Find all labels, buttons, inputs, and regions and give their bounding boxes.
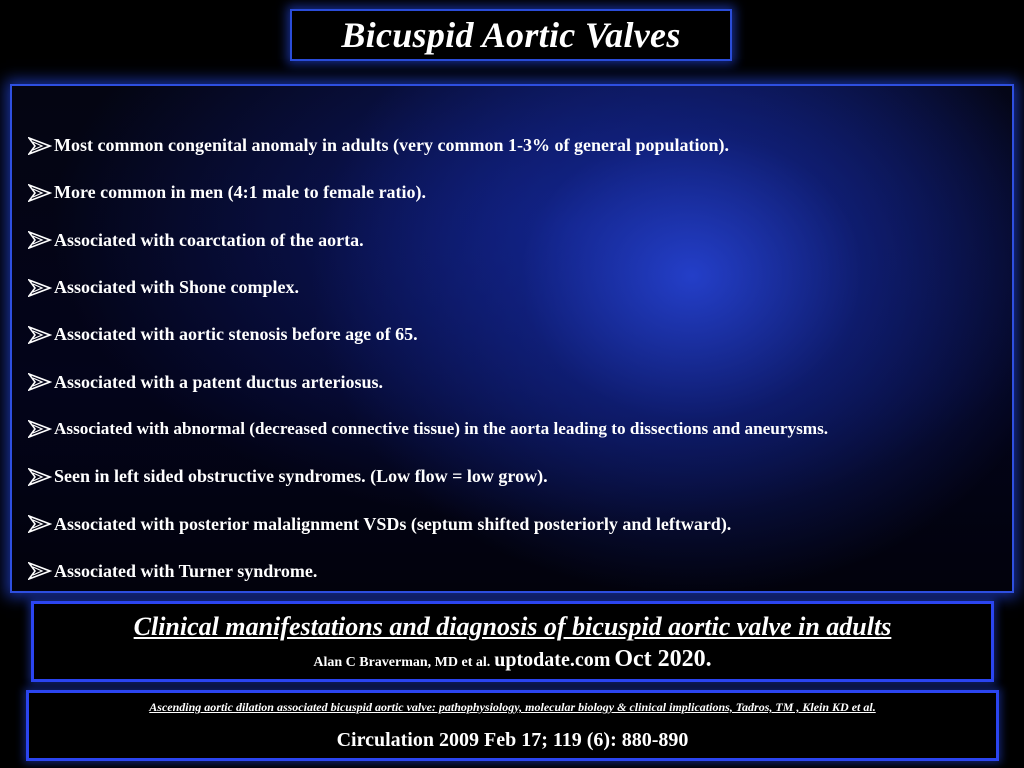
- arrow-bullet-icon: [28, 184, 52, 202]
- arrow-bullet-icon: [28, 326, 52, 344]
- bullet-text: Associated with aortic stenosis before age of 65.: [54, 324, 418, 345]
- list-item: [28, 169, 1012, 216]
- bullet-text: Associated with a patent ductus arteriosus.: [54, 371, 384, 392]
- list-item: [28, 217, 1012, 264]
- bullet-panel: [10, 84, 1014, 593]
- reference-article-title-secondary: Ascending aortic dilation associated bicuspid aortic valve: pathophysiology, molecular biology & clinical implications, Tadros, TM , Klein KD et al.: [149, 700, 876, 714]
- list-item: [28, 406, 1012, 453]
- reference-journal: Circulation 2009 Feb 17; 119 (6): 880-890: [336, 729, 689, 751]
- reference-date: Oct 2020.: [614, 646, 712, 672]
- list-item: [28, 358, 1012, 405]
- bullet-text: More common in men (4:1 male to female ratio).: [54, 182, 427, 203]
- reference-box-secondary: [26, 690, 999, 761]
- list-item: [28, 264, 1012, 311]
- bullet-text: Associated with coarctation of the aorta.: [54, 229, 364, 250]
- reference-source: uptodate.com: [494, 649, 611, 671]
- arrow-bullet-icon: [28, 137, 52, 155]
- reference-authors: Alan C Braverman, MD et al.: [313, 655, 491, 670]
- reference-article-title: Clinical manifestations and diagnosis of bicuspid aortic valve in adults: [133, 612, 892, 641]
- list-item: [28, 311, 1012, 358]
- arrow-bullet-icon: [28, 468, 52, 486]
- bullet-text: Associated with posterior malalignment VSDs (septum shifted posteriorly and leftward).: [54, 513, 732, 534]
- list-item: [28, 453, 1012, 500]
- bullet-text: Associated with Shone complex.: [54, 277, 300, 298]
- slide-title: Bicuspid Aortic Valves: [341, 15, 681, 55]
- arrow-bullet-icon: [28, 420, 52, 438]
- bullet-text: Associated with Turner syndrome.: [54, 560, 318, 581]
- list-item: [28, 548, 1012, 595]
- arrow-bullet-icon: [28, 515, 52, 533]
- arrow-bullet-icon: [28, 562, 52, 580]
- reference-citation: [34, 646, 991, 673]
- arrow-bullet-icon: [28, 231, 52, 249]
- list-item: [28, 500, 1012, 547]
- bullet-list: [28, 122, 1012, 595]
- list-item: [28, 122, 1012, 169]
- arrow-bullet-icon: [28, 279, 52, 297]
- bullet-text: Associated with abnormal (decreased connective tissue) in the aorta leading to dissections and aneurysms.: [54, 419, 829, 439]
- bullet-text: Most common congenital anomaly in adults (very common 1-3% of general population).: [54, 135, 729, 156]
- reference-box-primary: [31, 601, 994, 682]
- title-box: [290, 9, 732, 61]
- bullet-text: Seen in left sided obstructive syndromes. (Low flow = low grow).: [54, 466, 548, 487]
- arrow-bullet-icon: [28, 373, 52, 391]
